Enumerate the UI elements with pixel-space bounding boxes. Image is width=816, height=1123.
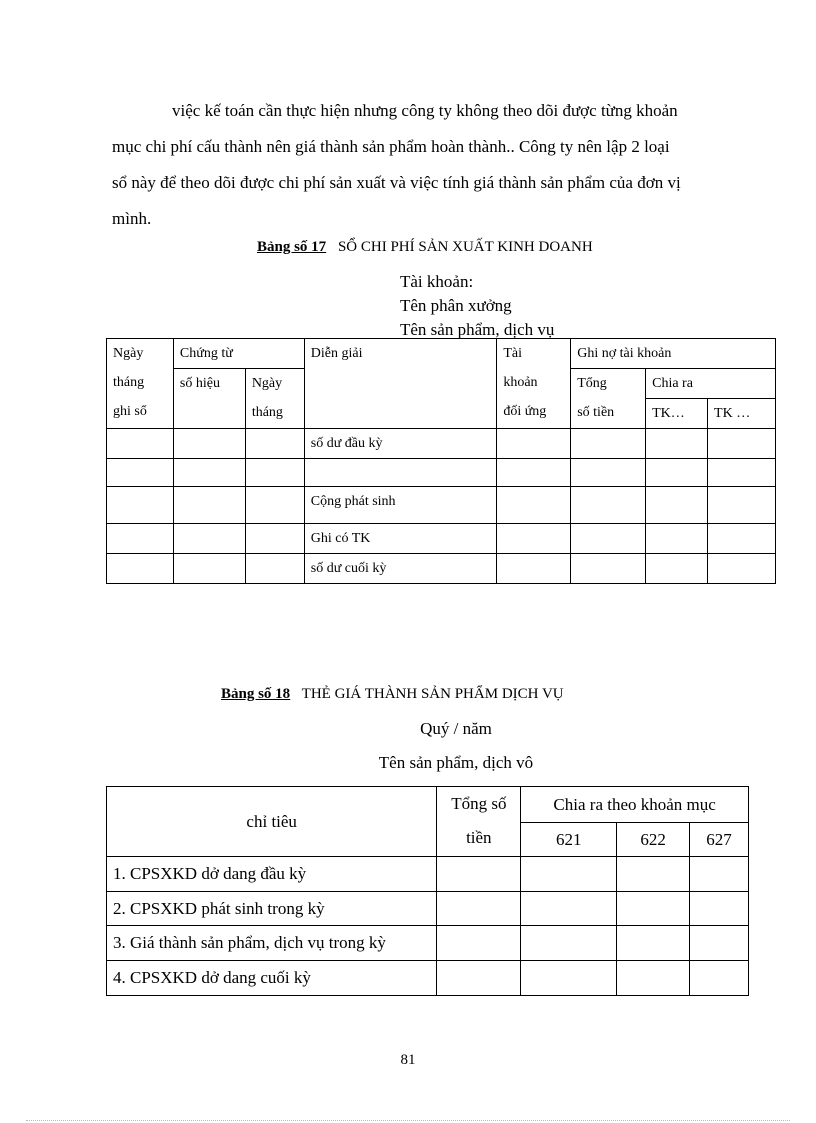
row-label: số dư đầu kỳ xyxy=(304,429,497,459)
header-text: số tiền xyxy=(577,405,615,420)
table17-title xyxy=(257,239,593,256)
header-text: Tổng xyxy=(577,376,607,391)
table18-heading: THẺ GIÁ THÀNH SẢN PHẨM DỊCH VỤ xyxy=(301,686,564,702)
header-text: tháng xyxy=(113,375,145,390)
col-voucher-no-header: số hiệu xyxy=(173,369,245,429)
row-label: 2. CPSXKD phát sinh trong kỳ xyxy=(107,892,437,926)
table-row xyxy=(107,857,749,892)
body-paragraph xyxy=(112,93,742,237)
paragraph-line: mục chi phí cấu thành nên giá thành sản phẩm hoàn thành.. Công ty nên lập 2 loại xyxy=(112,137,670,156)
header-text: Ngày xyxy=(251,376,283,391)
table18-period: Quý / năm xyxy=(420,719,492,738)
row-label: 4. CPSXKD dở dang cuối kỳ xyxy=(107,961,437,996)
row-label: Cộng phát sinh xyxy=(304,487,497,524)
row-label: 3. Giá thành sản phẩm, dịch vụ trong kỳ xyxy=(107,926,437,961)
header-text: tháng xyxy=(251,405,283,420)
row-label xyxy=(304,459,497,487)
header-text: Tài xyxy=(503,346,522,361)
col-voucher-header: Chứng từ xyxy=(173,339,304,369)
header-text: đối ứng xyxy=(503,404,547,419)
row-label: Ghi có TK xyxy=(304,524,497,554)
paragraph-line: mình. xyxy=(112,209,152,228)
col-622-header: 622 xyxy=(617,823,690,857)
header-text: tiền xyxy=(466,828,492,847)
col-indicator-header: chỉ tiêu xyxy=(107,787,437,857)
table-row xyxy=(107,459,776,487)
row-label: số dư cuối kỳ xyxy=(304,554,497,584)
ledger-table xyxy=(106,338,776,584)
table-row xyxy=(107,429,776,459)
paragraph-line: việc kế toán cần thực hiện nhưng công ty không theo dõi được từng khoản xyxy=(172,101,678,120)
col-debit-header: Ghi nợ tài khoản xyxy=(571,339,776,369)
meta-product: Tên sản phẩm, dịch vụ xyxy=(400,320,555,339)
col-tk1-header: TK… xyxy=(646,399,708,429)
col-split-header: Chia ra theo khoản mục xyxy=(521,787,749,823)
page-number: 81 xyxy=(400,1052,416,1068)
table-row xyxy=(107,961,749,996)
meta-account: Tài khoản: xyxy=(400,272,474,291)
header-text: Tổng số xyxy=(451,794,507,813)
table-row xyxy=(107,926,749,961)
table-row xyxy=(107,892,749,926)
table18-product: Tên sản phẩm, dịch vô xyxy=(378,753,534,772)
page-bottom-divider xyxy=(26,1120,790,1121)
col-total-header xyxy=(571,369,646,429)
col-tk2-header: TK … xyxy=(708,399,776,429)
table-row xyxy=(107,524,776,554)
col-total-header xyxy=(437,787,521,857)
col-description-header: Diễn giải xyxy=(304,339,497,429)
col-date-header xyxy=(107,339,174,429)
table18-title xyxy=(221,686,564,703)
table17-meta xyxy=(400,270,554,342)
table17-heading: SỔ CHI PHÍ SẢN XUẤT KINH DOANH xyxy=(337,239,593,255)
col-split-header: Chia ra xyxy=(646,369,776,399)
row-label: 1. CPSXKD dở dang đầu kỳ xyxy=(107,857,437,892)
col-voucher-date-header xyxy=(245,369,304,429)
meta-workshop: Tên phân xưởng xyxy=(400,296,512,315)
header-text: ghi sổ xyxy=(113,404,147,419)
col-627-header: 627 xyxy=(690,823,749,857)
paragraph-line: sổ này để theo dõi được chi phí sản xuất và việc tính giá thành sản phẩm của đơn vị xyxy=(112,173,681,192)
col-621-header: 621 xyxy=(521,823,617,857)
header-text: khoản xyxy=(503,375,538,390)
table-row xyxy=(107,487,776,524)
table-row xyxy=(107,554,776,584)
cost-card-table xyxy=(106,786,749,996)
col-account-header xyxy=(497,339,571,429)
header-text: Ngày xyxy=(113,346,144,361)
table18-label: Bảng số 18 xyxy=(221,686,291,702)
table17-label: Bảng số 17 xyxy=(257,239,327,255)
